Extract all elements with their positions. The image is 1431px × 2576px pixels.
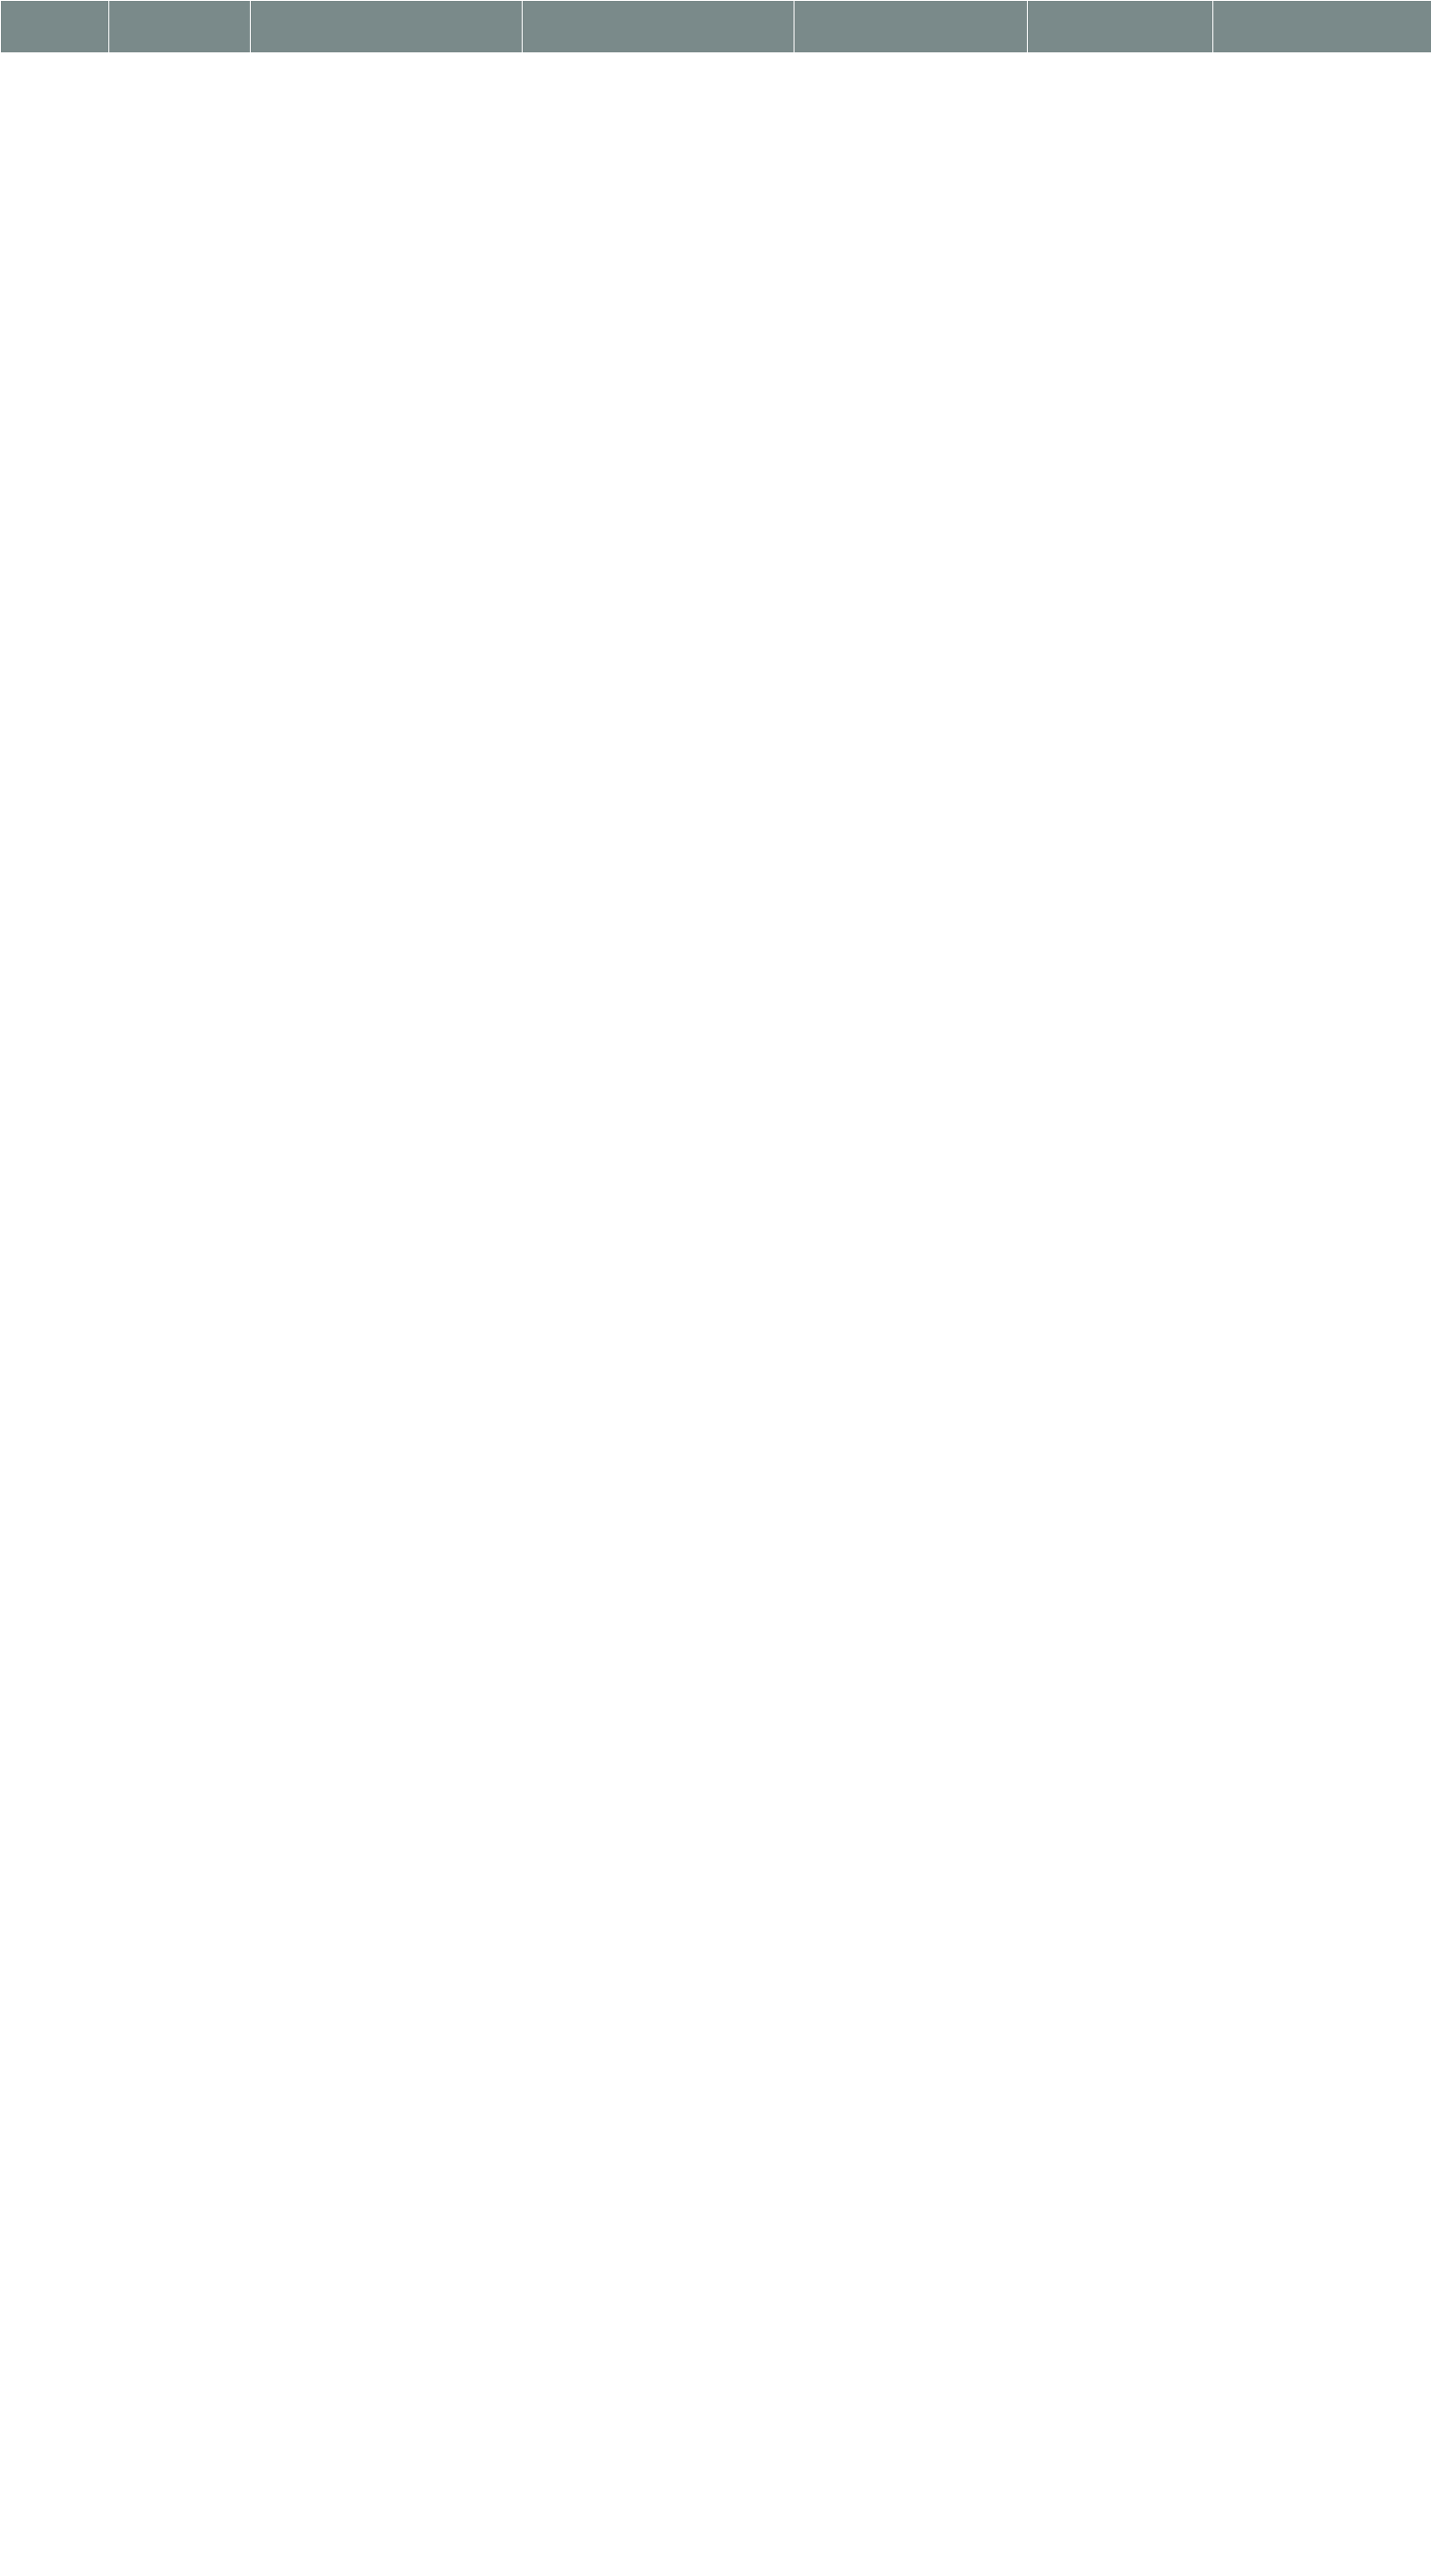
table-container [0,0,1431,53]
table-header-row [1,1,1431,53]
header-solution [251,1,523,53]
header-approach [109,1,251,53]
header-parameters [523,1,794,53]
data-table [0,0,1431,53]
header-advantages [1213,1,1431,53]
header-outcomes [794,1,1028,53]
header-authors [1,1,109,53]
header-errors [1028,1,1213,53]
